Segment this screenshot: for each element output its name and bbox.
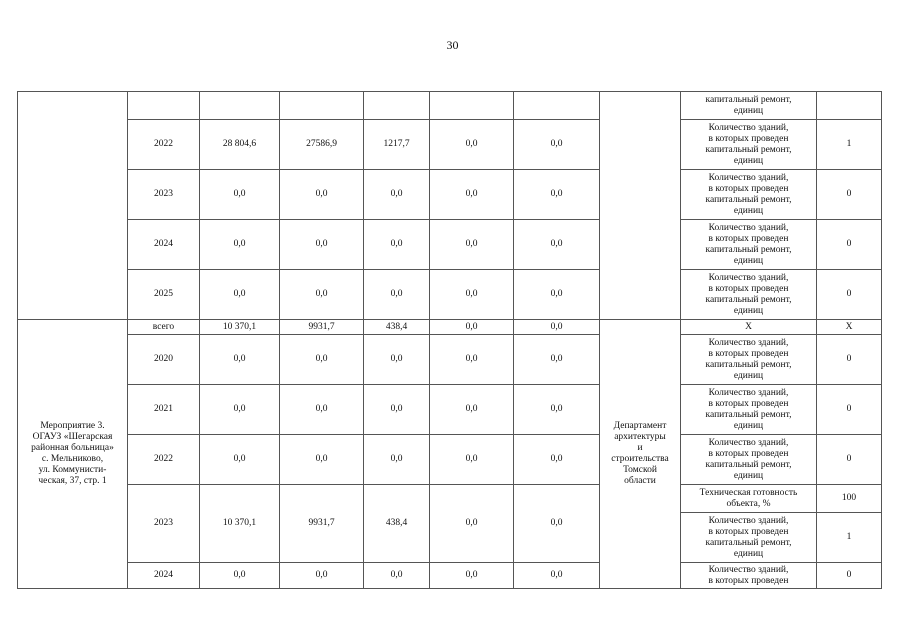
year-cell: 2022 — [128, 120, 200, 170]
indicator-value: 0 — [817, 385, 882, 435]
year-cell: 2022 — [128, 435, 200, 485]
value-cell: 0,0 — [430, 220, 514, 270]
indicator-text: Количество зданий, в которых проведен капитальный ремонт, единиц — [681, 435, 817, 485]
measure-name: Мероприятие 3. ОГАУЗ «Шегарская районная больница» с. Мельниково, ул. Коммунисти- ческая, 37, стр. 1 — [18, 320, 128, 589]
table-row — [18, 120, 882, 170]
value-cell: 0,0 — [430, 270, 514, 320]
value-cell: 438,4 — [364, 320, 430, 335]
table-row — [18, 385, 882, 435]
value-cell: 0,0 — [430, 170, 514, 220]
table-row-2023 — [18, 485, 882, 513]
indicator-text: Количество зданий, в которых проведен — [681, 563, 817, 589]
table-row — [18, 563, 882, 589]
value-cell: 0,0 — [200, 435, 280, 485]
year-cell: 2024 — [128, 563, 200, 589]
value-cell: 0,0 — [514, 435, 600, 485]
indicator-value: 0 — [817, 220, 882, 270]
value-cell: 27586,9 — [280, 120, 364, 170]
value-cell: 0,0 — [514, 385, 600, 435]
value-cell: 28 804,6 — [200, 120, 280, 170]
value-cell: 0,0 — [280, 220, 364, 270]
value-cell: 0,0 — [280, 385, 364, 435]
value-cell: 0,0 — [430, 385, 514, 435]
indicator-text: Х — [681, 320, 817, 335]
value-cell: 0,0 — [514, 335, 600, 385]
value-cell: 10 370,1 — [200, 320, 280, 335]
value-cell: 10 370,1 — [200, 485, 280, 563]
year-cell: 2025 — [128, 270, 200, 320]
value-cell: 0,0 — [514, 170, 600, 220]
value-cell: 0,0 — [364, 435, 430, 485]
table-row-total — [18, 320, 882, 335]
value-cell: 0,0 — [364, 335, 430, 385]
value-cell: 0,0 — [364, 385, 430, 435]
value-cell: 0,0 — [430, 435, 514, 485]
year-cell: всего — [128, 320, 200, 335]
value-cell: 0,0 — [364, 220, 430, 270]
indicator-text: Количество зданий, в которых проведен капитальный ремонт, единиц — [681, 270, 817, 320]
indicator-value: 1 — [817, 513, 882, 563]
table-row — [18, 435, 882, 485]
year-cell: 2021 — [128, 385, 200, 435]
value-cell: 0,0 — [430, 485, 514, 563]
measure-cell-prev — [18, 92, 128, 320]
value-cell: 0,0 — [280, 563, 364, 589]
year-cell: 2023 — [128, 170, 200, 220]
indicator-text: Количество зданий, в которых проведен капитальный ремонт, единиц — [681, 170, 817, 220]
indicator-text: Количество зданий, в которых проведен капитальный ремонт, единиц — [681, 513, 817, 563]
year-cell: 2024 — [128, 220, 200, 270]
indicator-value: 0 — [817, 563, 882, 589]
indicator-value: 0 — [817, 270, 882, 320]
value-cell: 0,0 — [514, 220, 600, 270]
value-cell: 0,0 — [430, 320, 514, 335]
value-cell: 438,4 — [364, 485, 430, 563]
indicator-readiness: Техническая готовность объекта, % — [681, 485, 817, 513]
value-cell: 0,0 — [280, 270, 364, 320]
year-cell: 2020 — [128, 335, 200, 385]
value-cell: 0,0 — [200, 385, 280, 435]
table-row — [18, 170, 882, 220]
indicator-text: капитальный ремонт, единиц — [681, 92, 817, 120]
readiness-value: 100 — [817, 485, 882, 513]
value-cell: 0,0 — [364, 270, 430, 320]
value-cell: 0,0 — [200, 220, 280, 270]
value-cell: 0,0 — [364, 563, 430, 589]
indicator-value: 0 — [817, 335, 882, 385]
value-cell: 0,0 — [514, 485, 600, 563]
value-cell: 0,0 — [430, 120, 514, 170]
value-cell: 0,0 — [514, 120, 600, 170]
indicator-value: Х — [817, 320, 882, 335]
indicator-text: Количество зданий, в которых проведен капитальный ремонт, единиц — [681, 220, 817, 270]
value-cell: 0,0 — [280, 435, 364, 485]
year-cell: 2023 — [128, 485, 200, 563]
value-cell: 0,0 — [364, 170, 430, 220]
indicator-text: Количество зданий, в которых проведен капитальный ремонт, единиц — [681, 385, 817, 435]
table-row — [18, 335, 882, 385]
table-row-continuation — [18, 92, 882, 120]
value-cell: 0,0 — [280, 335, 364, 385]
value-cell: 0,0 — [200, 563, 280, 589]
indicator-value: 1 — [817, 120, 882, 170]
value-cell: 0,0 — [200, 170, 280, 220]
indicator-text: Количество зданий, в которых проведен капитальный ремонт, единиц — [681, 335, 817, 385]
executor-name: Департамент архитектуры и строительства Томской области — [600, 320, 681, 589]
program-table — [17, 91, 882, 589]
indicator-value: 0 — [817, 435, 882, 485]
value-cell: 0,0 — [430, 335, 514, 385]
value-cell: 0,0 — [200, 335, 280, 385]
table-row — [18, 220, 882, 270]
executor-cell-prev — [600, 92, 681, 320]
indicator-value: 0 — [817, 170, 882, 220]
value-cell: 9931,7 — [280, 485, 364, 563]
indicator-text: Количество зданий, в которых проведен капитальный ремонт, единиц — [681, 120, 817, 170]
value-cell: 0,0 — [514, 563, 600, 589]
value-cell: 1217,7 — [364, 120, 430, 170]
value-cell: 0,0 — [280, 170, 364, 220]
value-cell: 0,0 — [200, 270, 280, 320]
value-cell: 0,0 — [514, 320, 600, 335]
value-cell: 0,0 — [430, 563, 514, 589]
page-number: 30 — [446, 38, 459, 52]
value-cell: 9931,7 — [280, 320, 364, 335]
table-row — [18, 270, 882, 320]
value-cell: 0,0 — [514, 270, 600, 320]
